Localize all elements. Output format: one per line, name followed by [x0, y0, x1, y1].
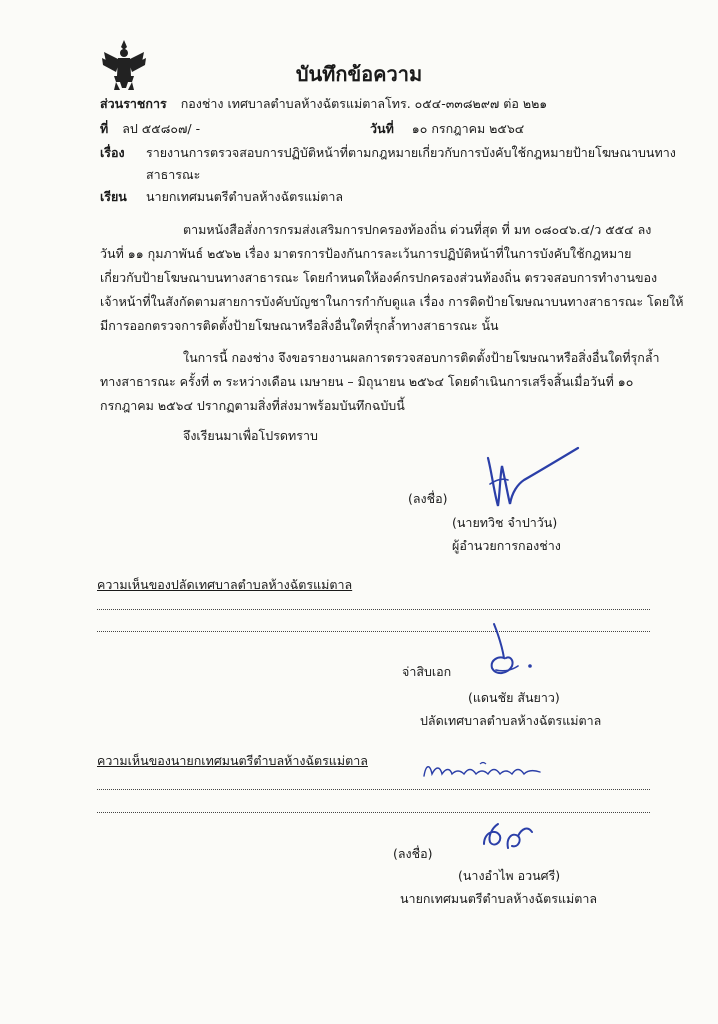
- opinion-1-rank: จ่าสิบเอก: [402, 664, 452, 679]
- opinion-2-heading: ความเห็นของนายกเทศมนตรีตำบลห้างฉัตรแม่ตาล: [97, 753, 368, 768]
- paragraph-line: ตามหนังสือสั่งการกรมส่งเสริมการปกครองท้องถิ่น ด่วนที่สุด ที่ มท ๐๘๐๔๖.๔/ว ๕๕๔ ลง: [183, 222, 652, 237]
- opinion-1-name: (แดนชัย สันยาว): [468, 690, 560, 705]
- ref-row: [100, 119, 200, 139]
- opinion-2-sign-label: (ลงชื่อ): [393, 846, 433, 861]
- opinion-1-position: ปลัดเทศบาลตำบลห้างฉัตรแม่ตาล: [420, 713, 602, 728]
- agency-label: ส่วนราชการ: [100, 96, 167, 111]
- subject-line-1: รายงานการตรวจสอบการปฏิบัติหน้าที่ตามกฎหมายเกี่ยวกับการบังคับใช้กฎหมายป้ายโฆษณาบนทาง: [146, 145, 676, 160]
- signature-3-icon: [478, 814, 540, 860]
- paragraph-line: วันที่ ๑๑ กุมภาพันธ์ ๒๕๖๒ เรื่อง มาตรการป้องกันการละเว้นการปฏิบัติหน้าที่ในการบังคับใช้กฎหมาย: [100, 246, 632, 261]
- sig1-name: (นายทวิช จำปาวัน): [452, 515, 558, 530]
- paragraph-line: ในการนี้ กองช่าง จึงขอรายงานผลการตรวจสอบการติดตั้งป้ายโฆษณาหรือสิ่งอื่นใดที่รุกล้ำ: [183, 350, 660, 365]
- page-title: บันทึกข้อความ: [295, 62, 423, 86]
- opinion-2-position: นายกเทศมนตรีตำบลห้างฉัตรแม่ตาล: [400, 891, 598, 906]
- signature-1-icon: [478, 444, 588, 512]
- ref-label: ที่: [100, 121, 109, 136]
- opinion-2-name: (นางอำไพ อวนศรี): [458, 868, 561, 883]
- sig1-position: ผู้อำนวยการกองช่าง: [452, 538, 561, 553]
- opinion-1-dotted-line: [97, 609, 650, 610]
- paragraph-line: เจ้าหน้าที่ในสังกัดตามสายการบังคับบัญชาในการกำกับดูแล เรื่อง การติดป้ายโฆษณาบนทางสาธารณะ โดยให้: [100, 294, 684, 309]
- paragraph-line: ทางสาธารณะ ครั้งที่ ๓ ระหว่างเดือน เมษายน – มิถุนายน ๒๕๖๔ โดยดำเนินการเสร็จสิ้นเมื่อวันที่ ๑๐: [100, 374, 634, 389]
- opinion-1-dotted-line: [97, 631, 650, 632]
- date-value: ๑๐ กรกฎาคม ๒๕๖๔: [411, 121, 525, 136]
- to-label: เรียน: [100, 189, 127, 204]
- closing-text: จึงเรียนมาเพื่อโปรดทราบ: [183, 428, 318, 443]
- subject-label: เรื่อง: [100, 145, 125, 160]
- to-value: นายกเทศมนตรีตำบลห้างฉัตรแม่ตาล: [146, 189, 344, 204]
- paragraph-line: มีการออกตรวจการติดตั้งป้ายโฆษณาหรือสิ่งอื่นใดที่รุกล้ำทางสาธารณะ นั้น: [100, 318, 499, 333]
- handwritten-note-icon: [420, 756, 550, 784]
- paragraph-line: เกี่ยวกับป้ายโฆษณาบนทางสาธารณะ โดยกำหนดให้องค์กรปกครองส่วนท้องถิ่น ตรวจสอบการทำงานของ: [100, 270, 658, 285]
- ref-value: ลป ๕๕๘๐๗/ -: [122, 121, 201, 136]
- opinion-2-dotted-line: [97, 812, 650, 813]
- opinion-2-dotted-line: [97, 789, 650, 790]
- date-row: [370, 119, 524, 139]
- sig1-sign-label: (ลงชื่อ): [408, 491, 448, 506]
- agency-row: [100, 94, 547, 114]
- date-label: วันที่: [370, 121, 394, 136]
- agency-value: กองช่าง เทศบาลตำบลห้างฉัตรแม่ตาลโทร. ๐๕๔-๓๓๘๒๙๗ ต่อ ๒๒๑: [180, 96, 548, 111]
- subject-line-2: สาธารณะ: [146, 167, 201, 182]
- signature-2-icon: [478, 620, 538, 684]
- paragraph-1: [100, 218, 684, 338]
- paragraph-line: กรกฎาคม ๒๕๖๔ ปรากฏตามสิ่งที่ส่งมาพร้อมบันทึกฉบับนี้: [100, 398, 405, 413]
- paragraph-2: [100, 346, 660, 418]
- opinion-1-heading: ความเห็นของปลัดเทศบาลตำบลห้างฉัตรแม่ตาล: [97, 577, 353, 592]
